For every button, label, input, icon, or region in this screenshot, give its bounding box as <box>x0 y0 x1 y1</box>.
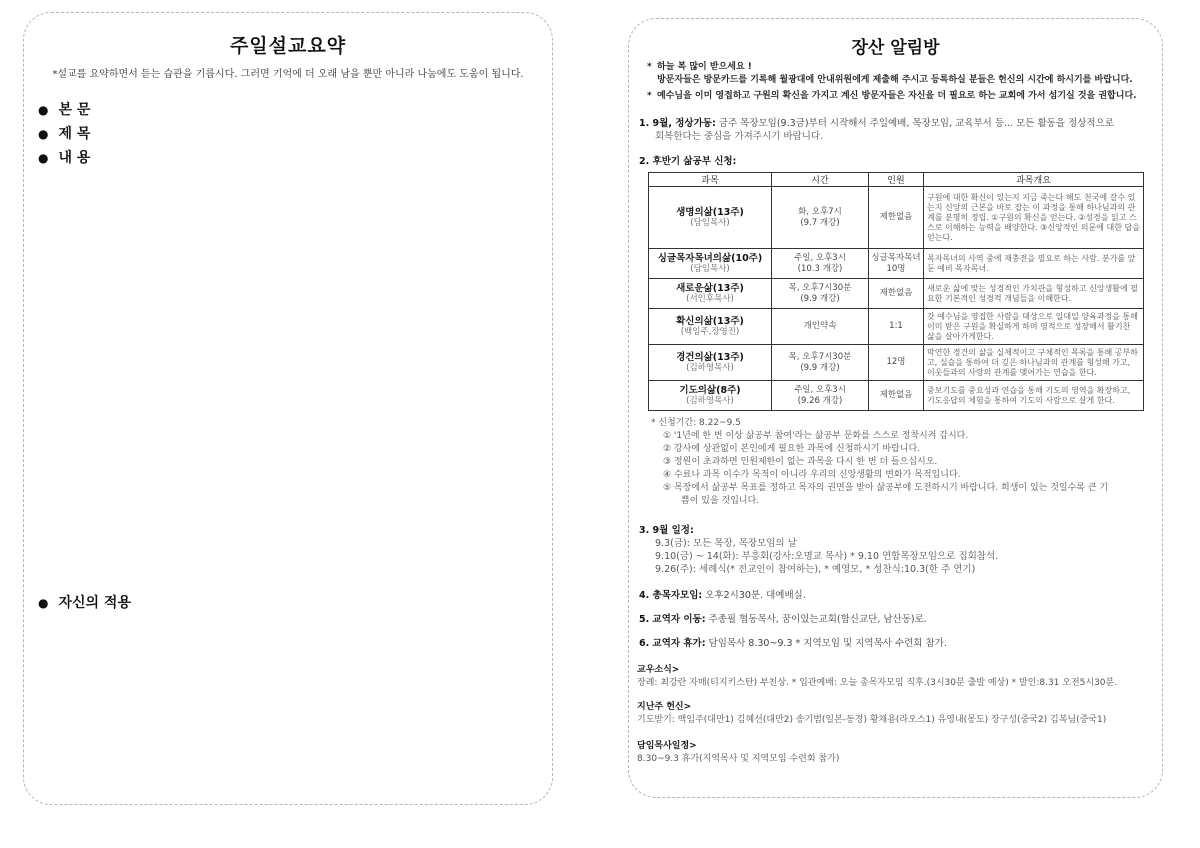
course-description: 막연한 경건의 삶을 실제적이고 구체적인 목록을 통해 공부하고, 실습을 통하여 더 깊은 하나님과의 관계를 형성해 가고, 이웃들과의 사랑의 관계를 맺어가는 연습을 한다. <box>924 345 1144 381</box>
course-leader: (김하영목사) <box>686 395 734 406</box>
sermon-summary-panel <box>23 12 553 805</box>
member-news-text: 장례: 최강란 자매(티지키스탄) 부친상. * 입관예배: 오늘 총목자모임 직후.(3시30분 출발 예상) * 발인:8.31 오전5시30분. <box>637 678 1118 688</box>
title-label: 제 목 <box>58 126 91 142</box>
course-people: 제한없음 <box>879 288 913 298</box>
col-header-people: 인원 <box>869 173 924 187</box>
course-time: 개인약속 <box>803 321 837 331</box>
pastor-schedule-text: 8.30~9.3 휴가(지역목사 및 지역모임 수련회 참가) <box>637 754 840 764</box>
section-4-head: 4. 총목자모임: <box>639 590 703 601</box>
sermon-summary-note: *설교를 요약하면서 듣는 습관을 기릅시다. 그러면 기억에 더 오래 남을 뿐만 아니라 나눔에도 도움이 됩니다. <box>52 69 524 80</box>
passage-label: 본 문 <box>58 102 91 118</box>
course-time: 목, 오후7시30분 <box>788 282 852 293</box>
course-people-count: 10명 <box>886 263 906 274</box>
course-leader: (김하영목사) <box>686 362 734 373</box>
section-staff-transfer <box>639 613 1154 626</box>
table-row <box>649 345 1144 381</box>
section-5-text: 주종필 협동목사, 꿈이있는교회(합신교단, 남산동)로. <box>705 614 927 625</box>
section-leaders-meeting <box>639 589 1154 602</box>
course-leader: (담임목사) <box>690 217 730 228</box>
course-name: 경건의삶(13주) <box>676 351 744 363</box>
announcements-title: 장산 알림방 <box>851 38 940 58</box>
section-3-head: 3. 9월 일정: <box>639 525 694 536</box>
course-leader: (백임주,장영진) <box>680 326 740 337</box>
notice-1-line2: 방문자들은 방문카드를 기록해 월광대에 안내위원에게 제출해 주시고 등록하실 분들은 헌신의 시간에 하시기를 바랍니다. <box>657 75 1133 85</box>
course-description: 새로운 삶에 맞는 성경적인 가치관을 형성하고 신앙생활에 필요한 기본적인 성경적 개념들을 이해한다. <box>924 279 1144 309</box>
course-people: 제한없음 <box>879 390 913 400</box>
table-row <box>649 309 1144 345</box>
course-start: (9.7 개강) <box>800 217 840 228</box>
offering-text: 기도받기: 백임주(대만1) 김혜선(대만2) 송기범(일본-동경) 황채용(라오스1) 유영내(몽도) 장구성(중국2) 김복님(중국1) <box>637 715 1107 725</box>
table-row <box>649 381 1144 411</box>
application-item <box>38 592 131 612</box>
section-2-head: 2. 후반기 삶공부 신청: <box>639 156 737 167</box>
table-row <box>649 249 1144 279</box>
star-icon: * <box>647 91 652 101</box>
course-time: 주일, 오후3시 <box>794 252 846 263</box>
course-time: 목, 오후7시30분 <box>788 351 852 362</box>
title-item <box>38 123 90 143</box>
course-people: 싱글목자목녀 <box>871 252 921 263</box>
notice-1 <box>647 61 1152 87</box>
notice-1-line1: 하늘 복 많이 받으세요 ! <box>657 62 752 72</box>
section-september-schedule <box>639 524 1154 576</box>
list-item: ② 강사에 상관없이 본인에게 필요한 과목에 신청하시기 바랍니다. <box>663 444 921 454</box>
application-label: 자신의 적용 <box>58 595 131 611</box>
bullet-icon: ● <box>38 151 49 165</box>
course-leader: (담임목사) <box>690 263 730 274</box>
course-description: 구원에 대한 확신이 있는지 지금 죽는다 해도 천국에 갈수 있는지 신앙의 근본을 바로 잡는 이 과정을 통해 하나님과의 관계를 분명히 정립. ①구원의 확신을 얻는다. ②성경을 읽고 스스로 이해하는 능력을 배양한다. ③신앙적인 의문에 대한 답을 얻는다. <box>924 187 1144 249</box>
bullet-icon: ● <box>38 596 49 610</box>
schedule-line: 9.3(금): 모든 목장, 목장모임의 날 <box>655 538 797 549</box>
col-header-summary: 과목개요 <box>924 173 1144 187</box>
course-start: (9.26 개강) <box>797 395 843 406</box>
schedule-line: 9.26(주): 세례식(* 전교인이 참여하는), * 예영모, * 성찬식:10.3(한 주 연기) <box>655 564 976 575</box>
bullet-icon: ● <box>38 127 49 141</box>
course-people: 제한없음 <box>879 212 913 222</box>
course-name: 생명의삶(13주) <box>676 206 744 218</box>
passage-item <box>38 99 90 119</box>
offering-head: 지난주 헌신> <box>637 702 692 712</box>
signup-period-notes <box>651 417 1156 508</box>
member-news-head: 교우소식> <box>637 665 680 675</box>
schedule-line: 9.10(금) ~ 14(화): 부흥회(강사:오명교 목사) * 9.10 연합목장모임으로 집회참석. <box>655 551 999 562</box>
member-news <box>637 664 1157 690</box>
section-1-head: 1. 9월, 정상가동: <box>639 118 716 129</box>
pastor-schedule-head: 담임목사일정> <box>637 741 697 751</box>
course-start: (10.3 개강) <box>797 263 843 274</box>
last-week-offering <box>637 701 1157 727</box>
table-row <box>649 279 1144 309</box>
course-description: 목자목녀의 사역 중에 재충전을 필요로 하는 사람. 분가를 앞 둔 예비 목자목녀. <box>924 249 1144 279</box>
section-1-line1: 금주 목장모임(9.3금)부터 시작해서 주일예배, 목장모임, 교육부서 등... 모든 활동을 정상적으로 <box>715 118 1114 129</box>
course-description: 중보기도를 중요성과 연습을 통해 기도의 영역을 확장하고, 기도응답의 체험을 통하여 기도의 사람으로 살게 한다. <box>924 381 1144 411</box>
section-6-head: 6. 교역자 휴가: <box>639 638 706 649</box>
course-people: 12명 <box>886 357 906 367</box>
course-start: (9.9 개강) <box>800 293 840 304</box>
course-name: 기도의삶(8주) <box>679 384 741 396</box>
course-leader: (서인후목사) <box>686 293 734 304</box>
course-name: 새로운삶(13주) <box>676 282 744 294</box>
col-header-course: 과목 <box>649 173 772 187</box>
section-staff-vacation <box>639 637 1154 650</box>
star-icon: * <box>647 62 652 72</box>
course-table <box>648 172 1144 411</box>
list-item: ③ 정원이 초과하면 인원제한이 없는 과목을 다시 한 번 더 들으십시오. <box>663 457 938 467</box>
list-item: ④ 수료나 과목 이수가 목적이 아니라 우리의 신앙생활의 변화가 목적입니다. <box>663 470 961 480</box>
section-1-line2: 회복한다는 중심을 가져주시기 바랍니다. <box>655 131 824 142</box>
sermon-summary-title: 주일설교요약 <box>229 35 347 57</box>
content-label: 내 용 <box>58 150 91 166</box>
section-course-signup <box>639 155 1154 168</box>
section-5-head: 5. 교역자 이동: <box>639 614 706 625</box>
signup-period: * 신청기간: 8.22~9.5 <box>651 418 741 428</box>
course-start: (9.9 개강) <box>800 362 840 373</box>
content-item <box>38 147 90 167</box>
course-name: 싱글목자목녀의삶(10주) <box>657 252 763 264</box>
list-item: ⑤ 목장에서 삶공부 목표를 정하고 목자의 권면을 받아 삶공부에 도전하시기 바랍니다. 희생이 있는 것일수록 큰 기 <box>663 483 1109 493</box>
course-table-header <box>649 173 1144 187</box>
course-name: 확신의삶(13주) <box>676 315 744 327</box>
course-description: 갓 예수님을 영접한 사람을 대상으로 일대일 양육과정을 통해 이미 받은 구원을 확실하게 하며 영적으로 성장해서 활기찬 삶을 살아가게한다. <box>924 309 1144 345</box>
course-people: 1:1 <box>889 321 903 331</box>
section-normal-operation <box>639 117 1154 143</box>
section-4-text: 오후2시30분. 대예배실. <box>702 590 806 601</box>
notice-2 <box>647 90 1152 103</box>
list-item: ① '1년에 한 번 이상 삶공부 참여'라는 삶공부 문화를 스스로 정착시켜 갑시다. <box>663 431 969 441</box>
bullet-icon: ● <box>38 103 49 117</box>
table-row <box>649 187 1144 249</box>
section-6-text: 담임목사 8.30~9.3 * 지역모임 및 지역목사 수련회 참가. <box>705 638 947 649</box>
list-item-continued: 쁨이 있을 것입니다. <box>681 496 760 506</box>
col-header-time: 시간 <box>772 173 869 187</box>
announcements-panel <box>628 18 1163 798</box>
course-time: 화, 오후7시 <box>798 206 842 217</box>
notice-2-line1: 예수님을 이미 영접하고 구원의 확신을 가지고 계신 방문자들은 자신을 더 필요로 하는 교회에 가서 섬기실 것을 권합니다. <box>657 91 1137 101</box>
pastor-schedule <box>637 740 1157 766</box>
course-time: 주일, 오후3시 <box>794 384 846 395</box>
